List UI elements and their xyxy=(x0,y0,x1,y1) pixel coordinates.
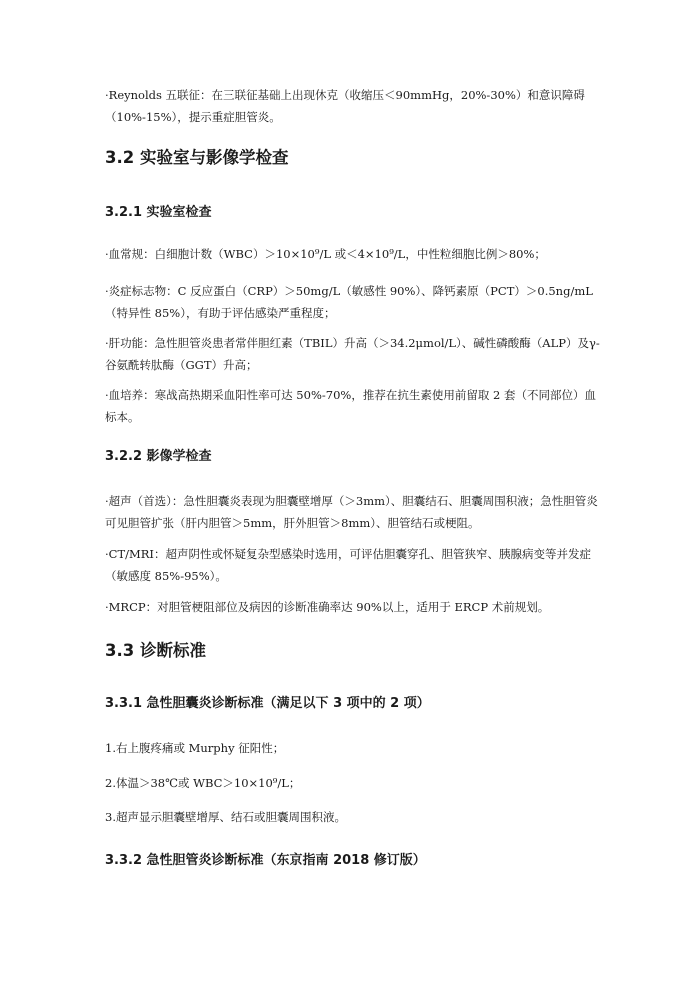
lab-item-blood-routine: ·血常规：白细胞计数（WBC）＞10×10⁹/L 或＜4×10⁹/L，中性粒细胞比例＞80%； xyxy=(105,247,546,261)
criteria-item-1: 1.右上腹疼痛或 Murphy 征阳性； xyxy=(105,741,285,755)
lab-item-inflammatory-markers: ·炎症标志物：C 反应蛋白（CRP）＞50mg/L（敏感性 90%）、降钙素原（PCT）＞0.5ng/mL（特异性 85%），有助于评估感染严重程度； xyxy=(105,284,593,320)
imaging-item-ct-mri: ·CT/MRI：超声阴性或怀疑复杂型感染时选用，可评估胆囊穿孔、胆管狭窄、胰腺病变等并发症（敏感度 85%-95%）。 xyxy=(105,547,591,583)
criteria-item-2: 2.体温＞38℃或 WBC＞10×10⁹/L； xyxy=(105,776,301,790)
section-3-2-2-heading: 3.2.2 影像学检查 xyxy=(105,449,212,464)
section-3-3-2-heading: 3.3.2 急性胆管炎诊断标准（东京指南 2018 修订版） xyxy=(105,853,426,868)
imaging-item-ultrasound: ·超声（首选）：急性胆囊炎表现为胆囊壁增厚（＞3mm）、胆囊结石、胆囊周围积液；急性胆管炎可见胆管扩张（肝内胆管＞5mm，肝外胆管＞8mm）、胆管结石或梗阻。 xyxy=(105,494,598,530)
imaging-item-mrcp: ·MRCP：对胆管梗阻部位及病因的诊断准确率达 90%以上，适用于 ERCP 术前规划。 xyxy=(105,600,550,614)
lab-item-blood-culture: ·血培养：寒战高热期采血阳性率可达 50%-70%，推荐在抗生素使用前留取 2 套（不同部位）血标本。 xyxy=(105,388,596,424)
section-3-2-1-heading: 3.2.1 实验室检查 xyxy=(105,205,212,220)
criteria-item-3: 3.超声显示胆囊壁增厚、结石或胆囊周围积液。 xyxy=(105,810,346,824)
section-3-2-heading: 3.2 实验室与影像学检查 xyxy=(105,148,289,167)
section-3-3-heading: 3.3 诊断标准 xyxy=(105,641,206,660)
reynolds-paragraph: ·Reynolds 五联征：在三联征基础上出现休克（收缩压＜90mmHg，20%-30%）和意识障碍（10%-15%），提示重症胆管炎。 xyxy=(105,88,585,124)
lab-item-liver-function: ·肝功能：急性胆管炎患者常伴胆红素（TBIL）升高（＞34.2μmol/L）、碱性磷酸酶（ALP）及γ-谷氨酰转肽酶（GGT）升高； xyxy=(105,336,600,372)
section-3-3-1-heading: 3.3.1 急性胆囊炎诊断标准（满足以下 3 项中的 2 项） xyxy=(105,696,430,711)
